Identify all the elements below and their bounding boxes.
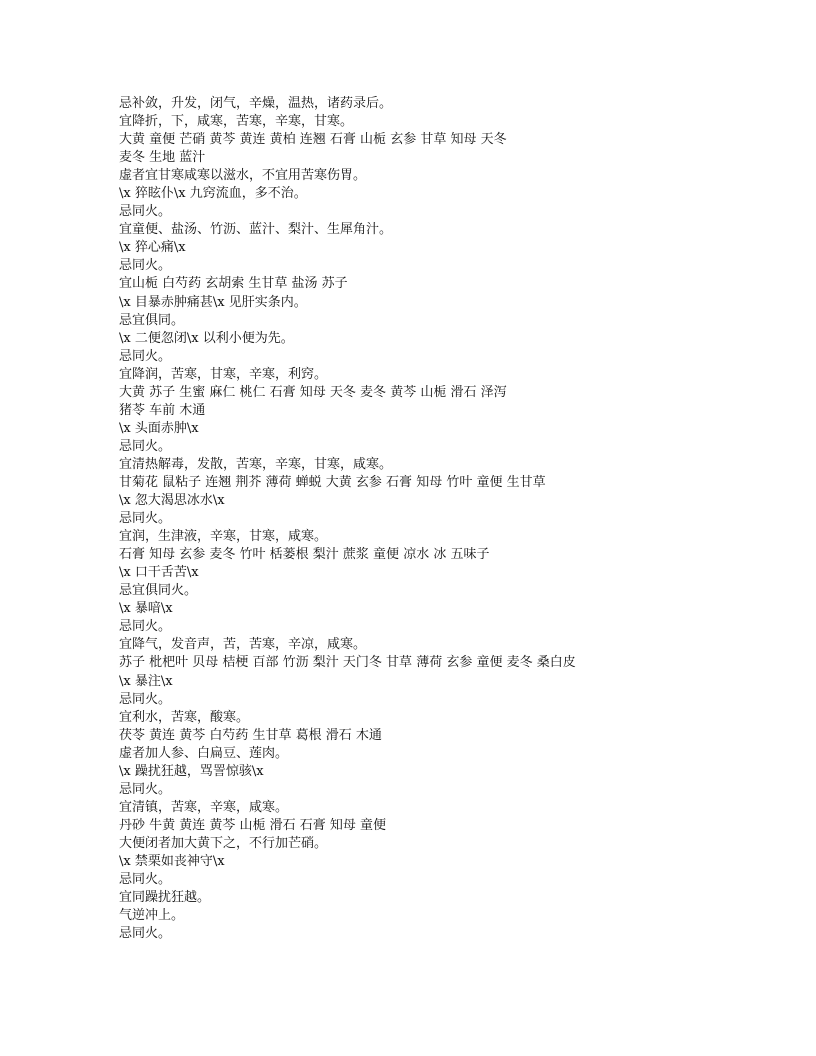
text-line: 忌同火。 <box>119 619 172 635</box>
herb-list-line: 大黄 童便 芒硝 黄芩 黄连 黄柏 连翘 石膏 山栀 玄参 甘草 知母 天冬 <box>119 132 507 148</box>
document-page <box>119 95 779 943</box>
section-heading: \x 目暴赤肿痛甚\x 见肝实条内。 <box>119 294 307 310</box>
text-line: 忌同火。 <box>119 204 172 220</box>
section-heading: \x 暴喑\x <box>119 601 173 617</box>
text-line: 宜利水，苦寒，酸寒。 <box>119 709 250 725</box>
section-heading: \x 猝心痛\x <box>119 240 186 256</box>
herb-list-line: 茯苓 黄连 黄芩 白芍药 生甘草 葛根 滑石 木通 <box>119 727 382 743</box>
text-line: 忌同火。 <box>119 926 172 942</box>
text-line: 宜清镇，苦寒，辛寒，咸寒。 <box>119 799 289 815</box>
text-line: 气逆冲上。 <box>119 908 185 924</box>
section-heading: \x 忽大渴思冰水\x <box>119 493 225 509</box>
section-heading: \x 二便忽闭\x 以利小便为先。 <box>119 330 294 346</box>
herb-list-line: 大黄 苏子 生蜜 麻仁 桃仁 石膏 知母 天冬 麦冬 黄芩 山栀 滑石 泽泻 <box>119 384 507 400</box>
text-line: 宜降气，发音声，苦，苦寒，辛凉，咸寒。 <box>119 637 367 653</box>
herb-list-line: 宜山栀 白芍药 玄胡索 生甘草 盐汤 苏子 <box>119 276 348 292</box>
text-line: 虚者加人参、白扁豆、莲肉。 <box>119 745 289 761</box>
section-heading: \x 猝眩仆\x 九窍流血，多不治。 <box>119 186 307 202</box>
herb-list-line: 苏子 枇杷叶 贝母 桔梗 百部 竹沥 梨汁 天门冬 甘草 薄荷 玄参 童便 麦冬 桑白皮 <box>119 655 576 671</box>
text-line: 宜童便、盐汤、竹沥、蓝汁、梨汁、生犀角汁。 <box>119 222 393 238</box>
text-line: 忌同火。 <box>119 781 172 797</box>
section-heading: \x 口干舌苦\x <box>119 565 199 581</box>
herb-list-line: 甘菊花 鼠粘子 连翘 荆芥 薄荷 蝉蜕 大黄 玄参 石膏 知母 竹叶 童便 生甘草 <box>119 474 546 490</box>
text-line: 忌宜俱同火。 <box>119 583 198 599</box>
text-line: 忌补敛，升发，闭气，辛燥，温热，诸药录后。 <box>119 96 393 111</box>
herb-list-line: 石膏 知母 玄参 麦冬 竹叶 栝蒌根 梨汁 蔗浆 童便 凉水 冰 五味子 <box>119 547 490 563</box>
text-line: 忌同火。 <box>119 511 172 527</box>
text-line: 宜清热解毒，发散，苦寒，辛寒，甘寒，咸寒。 <box>119 456 393 472</box>
text-line: 大便闭者加大黄下之，不行加芒硝。 <box>119 835 328 851</box>
text-line: 忌同火。 <box>119 872 172 888</box>
section-heading: \x 禁栗如丧神守\x <box>119 853 225 869</box>
text-line: 忌宜俱同。 <box>119 312 185 328</box>
text-line: 宜润，生津液，辛寒，甘寒，咸寒。 <box>119 529 328 545</box>
herb-list-line: 猪苓 车前 木通 <box>119 402 206 418</box>
section-heading: \x 暴注\x <box>119 673 173 689</box>
section-heading: \x 头面赤肿\x <box>119 420 199 436</box>
section-heading: \x 躁扰狂越，骂詈惊骇\x <box>119 763 264 779</box>
text-line: 宜降润，苦寒，甘寒，辛寒，利窍。 <box>119 366 328 382</box>
herb-list-line: 丹砂 牛黄 黄连 黄芩 山栀 滑石 石膏 知母 童便 <box>119 817 387 833</box>
text-line: 忌同火。 <box>119 438 172 454</box>
text-line: 宜降折，下，咸寒，苦寒，辛寒，甘寒。 <box>119 114 354 130</box>
text-line: 宜同躁扰狂越。 <box>119 890 211 906</box>
text-line: 忌同火。 <box>119 348 172 364</box>
text-line: 忌同火。 <box>119 691 172 707</box>
text-line: 忌同火。 <box>119 258 172 274</box>
text-line: 虚者宜甘寒咸寒以滋水，不宜用苦寒伤胃。 <box>119 168 367 184</box>
herb-list-line: 麦冬 生地 蓝汁 <box>119 150 206 166</box>
